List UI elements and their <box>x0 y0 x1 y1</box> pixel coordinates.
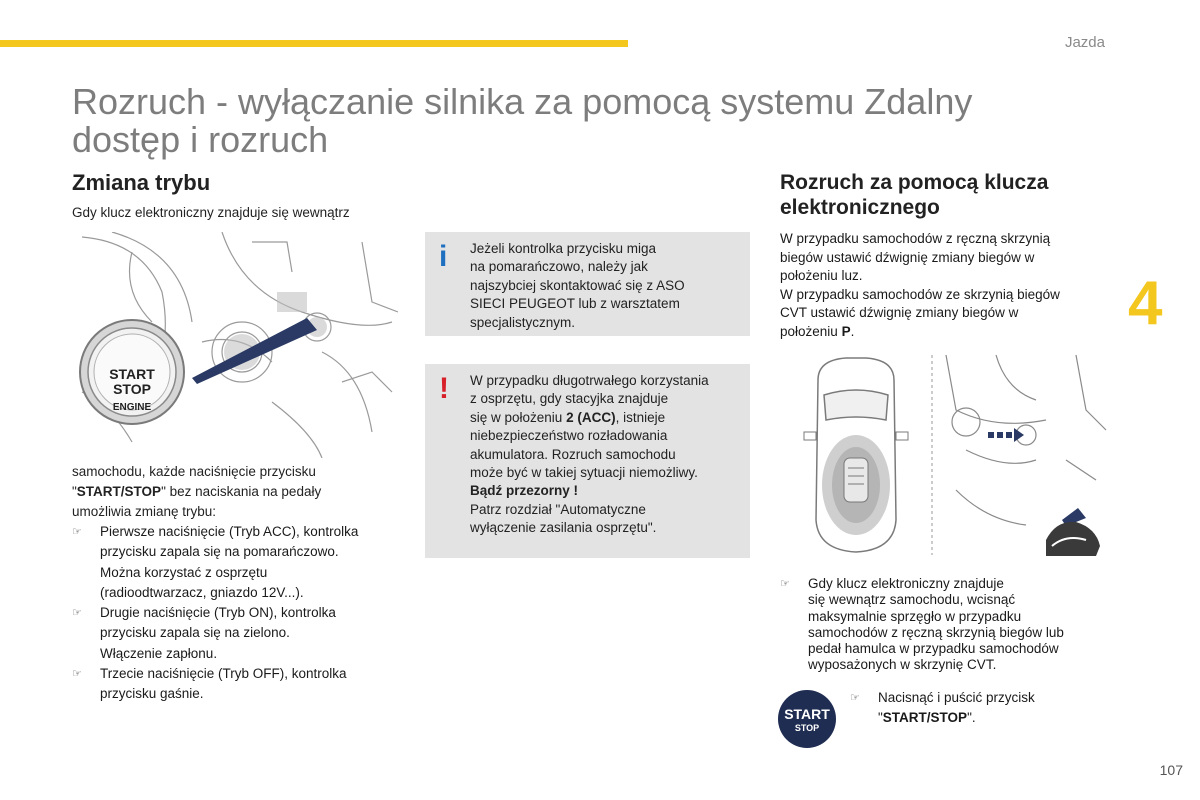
illus-stop-label: STOP <box>113 381 151 397</box>
header-accent-bar <box>0 40 628 47</box>
start-stop-bold: START/STOP <box>76 484 162 499</box>
illus-start-label: START <box>109 366 155 382</box>
stop-label: STOP <box>794 723 820 733</box>
right-intro-text: W przypadku samochodów z ręczną skrzynią biegów ustawić dźwignię zmiany biegów w położeniu luz. W przypadku samochodów ze skrzynią biegów CVT ustawić dźwignię zmiany biegów w położeniu P. <box>780 231 1060 339</box>
list-item: ☞ Pierwsze naciśnięcie (Tryb ACC), kontrolka przycisku zapala się na pomarańczowo. Można korzystać z osprzętu (radioodtwarzacz, gniazdo 12V...). <box>72 524 359 600</box>
start-stop-dashboard-illustration <box>72 232 398 458</box>
start-label: START <box>784 706 830 722</box>
illus-engine-label: ENGINE <box>112 402 152 413</box>
left-body-text <box>72 462 407 705</box>
page-title <box>72 83 992 159</box>
page-title-line2: dostęp i rozruch <box>72 119 329 160</box>
info-box <box>425 232 750 336</box>
warning-emphasis: Bądź przezorny ! <box>470 483 579 499</box>
warning-icon: ! <box>439 372 449 405</box>
info-box-text: Jeżeli kontrolka przycisku miga na pomarańczowo, należy jak najszybciej skontaktować się z ASO SIECI PEUGEOT lub z warsztatem specjalistycznym. <box>470 241 685 330</box>
car-pedal-illustration <box>796 350 1108 560</box>
warning-box <box>425 364 750 558</box>
list-item: ☞ Gdy klucz elektroniczny znajduje się wewnątrz samochodu, wcisnąć maksymalnie sprzęgło w przypadku samochodów z ręczną skrzynią biegów lub pedał hamulca w przypadku samochodów wyposażonych w skrzynię CVT. <box>780 576 1064 673</box>
left-para-line3: umożliwia zmianę trybu: <box>72 504 217 519</box>
left-para-line2: "START/STOP" bez naciskania na pedały <box>72 484 322 499</box>
list-item: ☞ Nacisnąć i puścić przycisk "START/STOP". <box>850 690 1035 726</box>
warning-box-text: W przypadku długotrwałego korzystania z osprzętu, gdy stacyjka znajduje się w położeniu 2 (ACC), istnieje niebezpieczeństwo rozładowania akumulatora. Rozruch samochodu może być w takiej sytuacji niemożliwy. Bądź przezorny ! Patrz rozdział "Automatyczne wyłączenie zasilania osprzętu". <box>470 373 709 536</box>
page-title-line1: Rozruch - wyłączanie silnika za pomocą systemu Zdalny <box>72 81 973 122</box>
list-item: ☞ Trzecie naciśnięcie (Tryb OFF), kontrolka przycisku gaśnie. <box>72 666 347 702</box>
page-number: 107 <box>1159 762 1183 778</box>
list-item: ☞ Drugie naciśnięcie (Tryb ON), kontrolka przycisku zapala się na zielono. Włączenie zapłonu. <box>72 605 336 661</box>
heading-rozruch-klucz: Rozruch za pomocą klucza elektronicznego <box>780 171 1049 219</box>
dashboard-drawing <box>72 232 398 458</box>
mode-bullet-list <box>72 522 407 705</box>
right-bullet-clutch <box>780 576 1120 674</box>
hand-pointer-icon: ☞ <box>72 526 82 538</box>
hand-pointer-icon: ☞ <box>72 668 82 681</box>
heading-zmiana-trybu: Zmiana trybu <box>72 170 211 195</box>
section-label: Jazda <box>1064 34 1105 51</box>
info-icon: i <box>439 240 448 273</box>
right-bullet-press-button <box>850 688 1100 729</box>
hand-pointer-icon: ☞ <box>780 578 790 590</box>
start-stop-button-icon <box>778 690 836 748</box>
hand-pointer-icon: ☞ <box>72 607 82 620</box>
hand-pointer-icon: ☞ <box>850 692 860 704</box>
car-and-pedal-drawing <box>796 350 1108 560</box>
left-intro: Gdy klucz elektroniczny znajduje się wewnątrz <box>72 205 350 220</box>
left-para-line1: samochodu, każde naciśnięcie przycisku <box>72 464 316 479</box>
chapter-number: 4 <box>1128 269 1163 338</box>
